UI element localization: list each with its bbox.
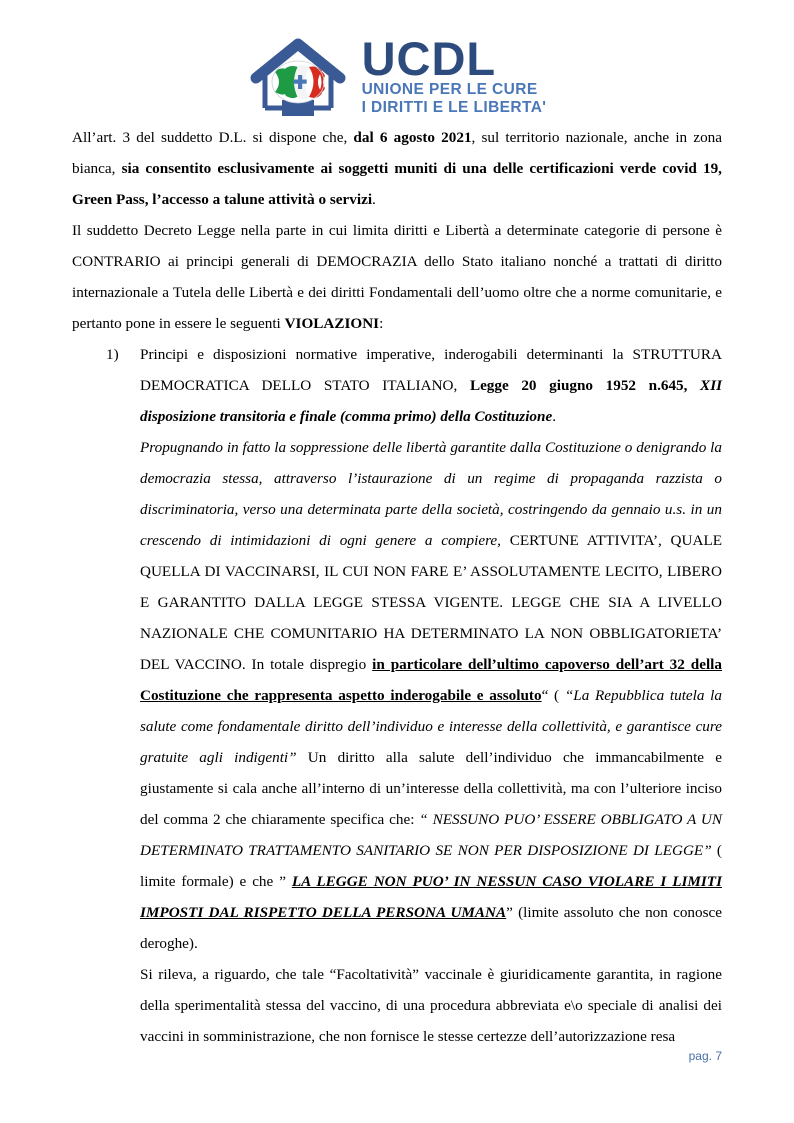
text-segment: ” (limite assoluto che non conosce deroghe). bbox=[140, 904, 722, 952]
text-segment-bold: dal 6 agosto 2021 bbox=[353, 129, 472, 146]
text-segment: All’art. 3 del suddetto D.L. si dispone che, bbox=[72, 129, 354, 146]
logo-subtitle-line-2: I DIRITTI E LE LIBERTA' bbox=[361, 98, 547, 116]
logo-title: UCDL bbox=[361, 31, 497, 85]
text-segment: . bbox=[372, 191, 376, 208]
text-segment-bold-underline: in particolare dell’ultimo capoverso dell’art 32 della Costituzione che rappresenta aspetto inderogabile e assoluto bbox=[140, 656, 722, 704]
text-segment: ” bbox=[279, 873, 292, 890]
ucdl-logo bbox=[248, 31, 547, 118]
text-segment: ( limite formale) e che bbox=[140, 842, 722, 890]
text-segment-italic: Propugnando in fatto la soppressione delle libertà garantite dalla Costituzione o denigrando la democrazia stessa, attraverso l’istaurazione di un regime di propaganda razzista o discriminatoria, verso una determinata parte della società, costringendo da gennaio u.s. in un crescendo di intimidazioni di ogni genere a compiere, bbox=[140, 439, 722, 549]
text-segment-italic: “ NESSUNO PUO’ ESSERE OBBLIGATO A UN DETERMINATO TRATTAMENTO SANITARIO SE NON PER DISPOSIZIONE DI LEGGE” bbox=[140, 811, 722, 859]
page-number: pag. 7 bbox=[688, 1049, 722, 1063]
text-segment-bold-italic: XII disposizione transitoria e finale (comma primo) della Costituzione bbox=[140, 377, 723, 425]
list-item-number: 1) bbox=[106, 346, 119, 363]
text-segment-bold-italic-underline: LA LEGGE NON PUO’ IN NESSUN CASO VIOLARE I LIMITI IMPOSTI DAL RISPETTO DELLA PERSONA UMANA bbox=[140, 873, 722, 921]
text-segment: Si rileva, a riguardo, che tale “Facoltatività” vaccinale è giuridicamente garantita, in ragione della sperimentalità stessa del vaccino, di una procedura abbreviata e\o speciale di analisi dei vaccini in somministrazione, che non fornisce le stesse certezze dell’autorizzazione resa bbox=[140, 966, 722, 1045]
text-segment: Il suddetto Decreto Legge nella parte in cui limita diritti e Libertà a determinate categorie di persone è CONTRARIO ai principi generali di DEMOCRAZIA dello Stato italiano nonché a trattati di diritto internazionale a Tutela delle Libertà e dei diritti Fondamentali dell’uomo oltre che a norme comunitarie, e pertanto pone in essere le seguenti bbox=[72, 222, 722, 332]
paragraph-art3 bbox=[72, 122, 722, 215]
paragraph-facoltativita bbox=[140, 959, 722, 1052]
document-header bbox=[72, 0, 722, 116]
document-body bbox=[72, 122, 722, 1052]
list-item-content bbox=[140, 339, 722, 1052]
ucdl-house-flag-logo-icon bbox=[248, 34, 352, 118]
text-segment-bold: sia consentito esclusivamente ai soggetti muniti di una delle certificazioni verde covid 19, Green Pass, l’accesso a talune attività o servizi bbox=[72, 160, 722, 208]
text-segment: Principi e disposizioni normative imperative, inderogabili determinanti la STRUTTURA DEMOCRATICA DELLO STATO ITALIANO, bbox=[140, 346, 722, 394]
text-segment: : bbox=[379, 315, 384, 332]
text-segment: Un diritto alla salute dell’individuo che immancabilmente e giustamente si cala anche all’interno di un’interesse della collettività, ma con l’ulteriore inciso del comma 2 che chiaramente specifica che: bbox=[140, 749, 722, 828]
text-segment: , sul territorio nazionale, anche in zona bianca, bbox=[72, 129, 723, 177]
paragraph-propugnando bbox=[140, 432, 722, 959]
page-footer bbox=[0, 1047, 794, 1065]
text-segment: CERTUNE ATTIVITA’, QUALE QUELLA DI VACCINARSI, IL CUI NON FARE E’ ASSOLUTAMENTE LECITO, LIBERO E GARANTITO DALLA LEGGE STESSA VIGENTE. LEGGE CHE SIA A LIVELLO NAZIONALE CHE COMUNITARIO HA DETERMINATO LA NON OBBLIGATORIETA’ DEL VACCINO. In totale dispregio bbox=[140, 532, 722, 673]
ucdl-logo-text bbox=[361, 31, 547, 117]
list-item bbox=[72, 339, 722, 1052]
logo-subtitle-line-1: UNIONE PER LE CURE bbox=[361, 80, 538, 98]
text-segment: . bbox=[552, 408, 557, 425]
text-segment-bold: VIOLAZIONI bbox=[284, 315, 380, 332]
text-segment: “ ( bbox=[541, 687, 565, 704]
paragraph-violazioni bbox=[72, 215, 722, 339]
paragraph-principi bbox=[140, 339, 722, 432]
text-segment-bold: Legge 20 giugno 1952 n.645, bbox=[469, 377, 688, 394]
text-segment-italic: “La Repubblica tutela la salute come fondamentale diritto dell’individuo e interesse della collettività, e garantisce cure gratuite agli indigenti” bbox=[140, 687, 722, 766]
